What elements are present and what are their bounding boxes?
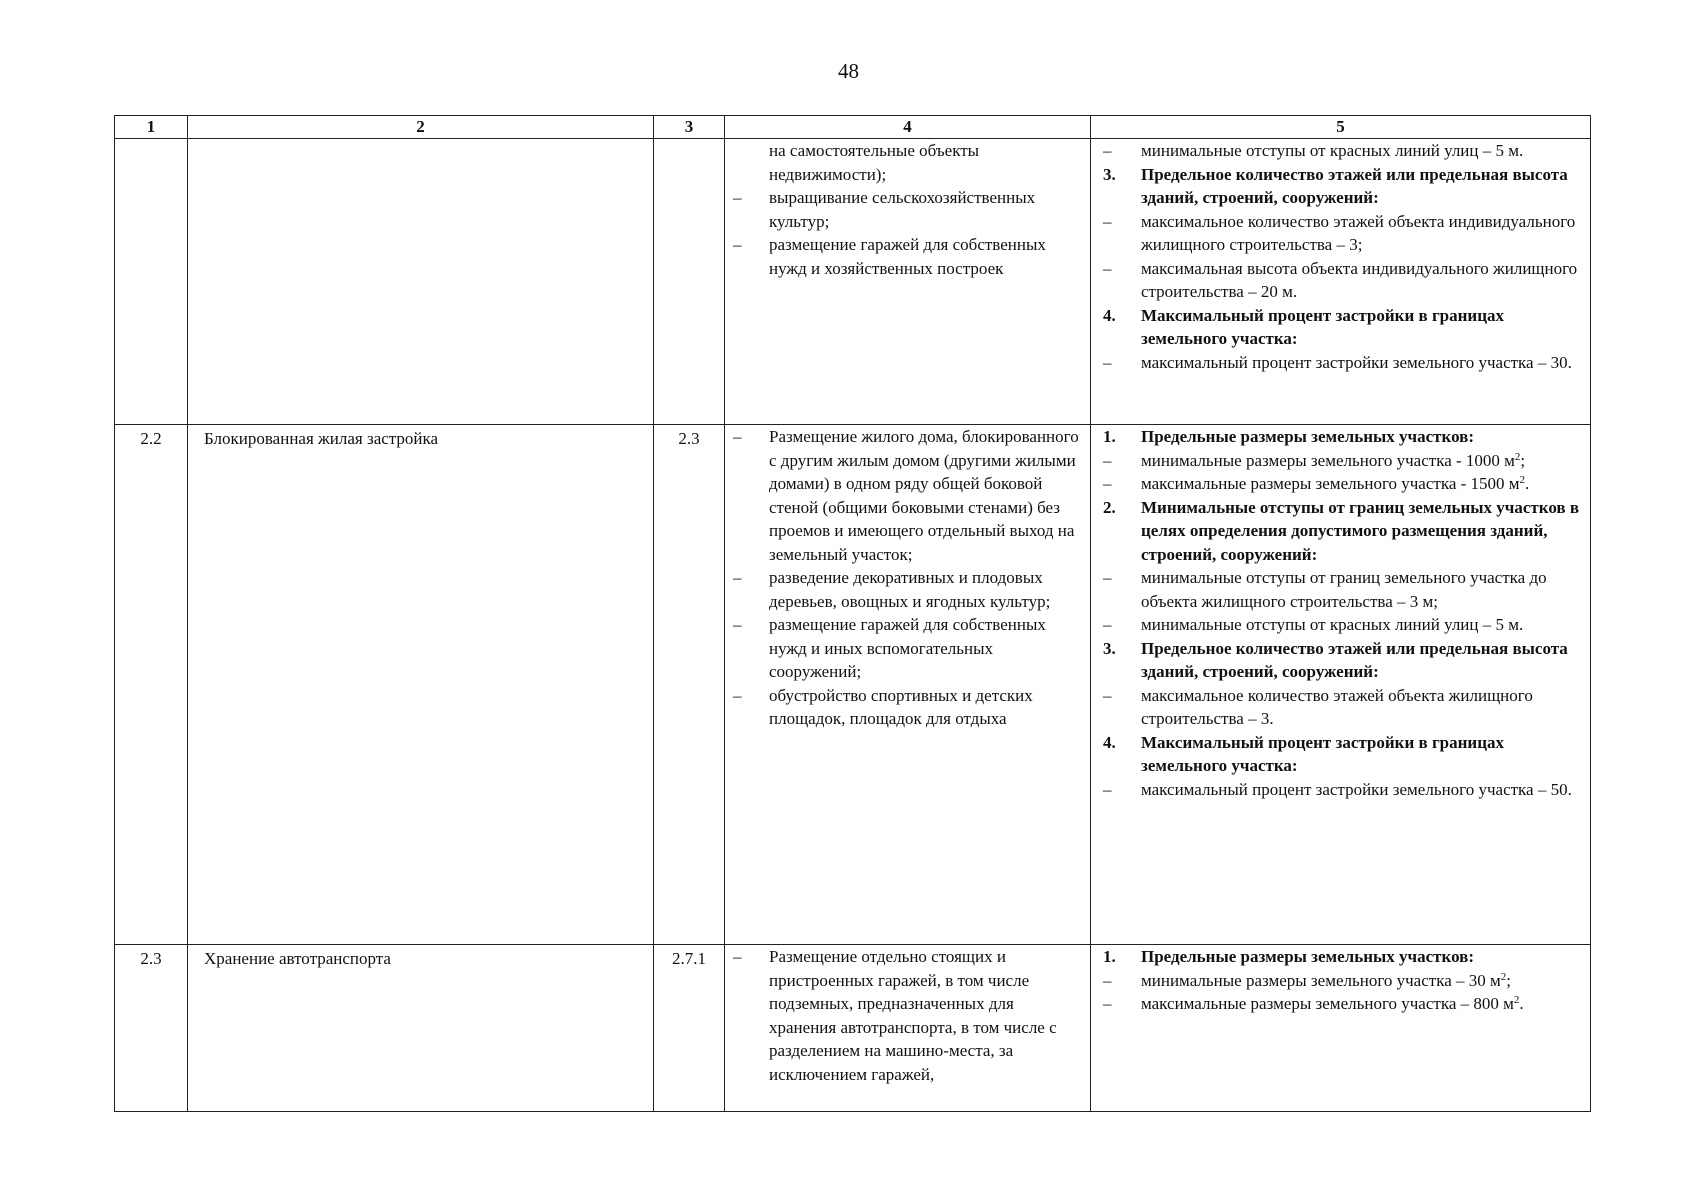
parameter-text xyxy=(1141,969,1580,993)
parameter-item xyxy=(1103,210,1580,257)
parameter-text xyxy=(1141,163,1580,210)
zoning-table xyxy=(114,115,1591,1112)
parameter-item xyxy=(1103,566,1580,613)
parameter-text xyxy=(1141,637,1580,684)
parameters xyxy=(1091,425,1591,945)
header-row xyxy=(115,116,1591,139)
parameter-text-main: максимальные размеры земельного участка - 1500 м xyxy=(1141,474,1520,493)
parameter-text-main: минимальные размеры земельного участка - 1000 м xyxy=(1141,450,1515,470)
description-item xyxy=(733,425,1080,566)
item-marker: – xyxy=(1103,450,1112,470)
row-number: 2.2 xyxy=(115,425,188,945)
parameter-item xyxy=(1103,613,1580,637)
dash-marker: – xyxy=(733,568,742,587)
description-item xyxy=(733,684,1080,731)
parameter-text-main: Предельные размеры земельных участков: xyxy=(1141,947,1475,966)
parameter-text-main: максимальный процент застройки земельного участка – 30. xyxy=(1141,352,1572,372)
parameter-heading xyxy=(1103,304,1580,351)
parameter-text-tail: . xyxy=(1525,474,1530,493)
item-marker: – xyxy=(1103,685,1112,705)
dash-marker: – xyxy=(733,615,742,634)
parameter-text xyxy=(1141,304,1580,351)
parameter-text xyxy=(1141,496,1580,567)
parameter-text-main: максимальное количество этажей объекта индивидуального жилищного строительства – 3; xyxy=(1141,211,1576,254)
parameter-text-main: Максимальный процент застройки в границах земельного участка: xyxy=(1141,305,1505,348)
item-marker: 2. xyxy=(1103,497,1116,517)
parameters xyxy=(1091,139,1591,425)
parameter-item xyxy=(1103,139,1580,163)
item-marker: 4. xyxy=(1103,305,1116,325)
item-marker: – xyxy=(1103,970,1112,990)
item-marker: – xyxy=(1103,779,1112,799)
parameter-text-main: Предельное количество этажей или предельная высота зданий, строений, сооружений: xyxy=(1141,164,1568,207)
table-row xyxy=(115,945,1591,1112)
superscript: 2 xyxy=(1500,970,1507,983)
parameter-text-main: минимальные отступы от красных линий улиц – 5 м. xyxy=(1141,615,1524,634)
parameter-text-main: минимальные размеры земельного участка – 30 м xyxy=(1141,970,1501,990)
use-type-code xyxy=(654,139,725,425)
parameter-heading xyxy=(1103,163,1580,210)
parameter-text xyxy=(1141,945,1580,969)
parameter-heading xyxy=(1103,945,1580,969)
parameter-item xyxy=(1103,992,1580,1016)
parameter-text-main: Предельные размеры земельных участков: xyxy=(1141,427,1475,446)
parameter-text-tail: . xyxy=(1519,994,1524,1013)
description-item xyxy=(733,566,1080,613)
description-text: Размещение отдельно стоящих и пристроенных гаражей, в том числе подземных, предназначенных для хранения автотранспорта, в том числе с разделением на машино-места, за исключением гаражей, xyxy=(769,947,1057,1084)
parameter-text-main: максимальная высота объекта индивидуального жилищного строительства – 20 м. xyxy=(1141,258,1578,301)
dash-marker: – xyxy=(733,685,742,705)
description-text: размещение гаражей для собственных нужд и иных вспомогательных сооружений; xyxy=(769,615,1046,681)
parameter-heading xyxy=(1103,731,1580,778)
header-col-4: 4 xyxy=(725,116,1091,139)
use-type-name xyxy=(188,139,654,425)
use-type-name: Блокированная жилая застройка xyxy=(188,425,654,945)
parameter-text-main: максимальный процент застройки земельного участка – 50. xyxy=(1141,779,1572,799)
parameter-text xyxy=(1141,351,1580,375)
parameter-item xyxy=(1103,351,1580,375)
description-text: Размещение жилого дома, блокированного с другим жилым домом (другими жилыми домами) в одном ряду общей боковой стеной (общими боковыми стенами) без проемов и имеющего отдельный выход на земельный участок; xyxy=(769,427,1079,564)
parameter-item xyxy=(1103,472,1580,496)
item-marker: – xyxy=(1103,352,1112,372)
item-marker: 3. xyxy=(1103,164,1116,184)
item-marker: 1. xyxy=(1103,947,1116,966)
parameter-item xyxy=(1103,778,1580,802)
parameter-text xyxy=(1141,425,1580,449)
parameter-text xyxy=(1141,992,1580,1016)
row-number xyxy=(115,139,188,425)
dash-marker: – xyxy=(733,188,742,207)
parameter-text xyxy=(1141,257,1580,304)
table-row xyxy=(115,139,1591,425)
parameter-text-main: минимальные отступы от красных линий улиц – 5 м. xyxy=(1141,141,1524,160)
parameter-text xyxy=(1141,731,1580,778)
description-text: размещение гаражей для собственных нужд и хозяйственных построек xyxy=(769,235,1046,278)
row-number: 2.3 xyxy=(115,945,188,1112)
item-marker: – xyxy=(1103,994,1112,1013)
table-row xyxy=(115,425,1591,945)
superscript: 2 xyxy=(1513,994,1520,1006)
item-marker: – xyxy=(1103,211,1112,231)
item-marker: – xyxy=(1103,258,1112,278)
parameter-item xyxy=(1103,684,1580,731)
parameter-heading xyxy=(1103,425,1580,449)
parameter-text-main: максимальное количество этажей объекта жилищного строительства – 3. xyxy=(1141,685,1533,728)
use-description xyxy=(725,425,1091,945)
item-marker: – xyxy=(1103,615,1112,634)
parameter-item xyxy=(1103,449,1580,473)
use-description xyxy=(725,139,1091,425)
header-col-3: 3 xyxy=(654,116,725,139)
description-item xyxy=(733,186,1080,233)
parameter-text xyxy=(1141,139,1580,163)
parameters xyxy=(1091,945,1591,1112)
parameter-text xyxy=(1141,778,1580,802)
description-item xyxy=(733,233,1080,280)
parameter-heading xyxy=(1103,496,1580,567)
header-col-5: 5 xyxy=(1091,116,1591,139)
parameter-text-main: Минимальные отступы от границ земельных участков в целях определения допустимого размещения зданий, строений, сооружений: xyxy=(1141,497,1580,564)
use-type-code: 2.3 xyxy=(654,425,725,945)
parameter-text-tail: ; xyxy=(1520,450,1526,470)
item-marker: – xyxy=(1103,568,1112,587)
item-marker: 3. xyxy=(1103,638,1116,658)
parameter-text xyxy=(1141,210,1580,257)
parameter-text xyxy=(1141,566,1580,613)
parameter-text xyxy=(1141,449,1580,473)
parameter-text xyxy=(1141,613,1580,637)
superscript: 2 xyxy=(1514,450,1521,463)
parameter-item xyxy=(1103,257,1580,304)
description-continuation: недвижимости); xyxy=(769,164,887,184)
dash-marker: – xyxy=(733,427,742,446)
item-marker: – xyxy=(1103,474,1112,493)
page-number: 48 xyxy=(838,59,859,83)
table-body xyxy=(115,139,1591,1112)
parameter-text-main: минимальные отступы от границ земельного участка до объекта жилищного строительства – 3 м; xyxy=(1141,568,1547,611)
item-marker: – xyxy=(1103,141,1112,160)
superscript: 2 xyxy=(1519,474,1526,486)
description-item xyxy=(733,613,1080,684)
description-item xyxy=(733,945,1080,1086)
parameter-text xyxy=(1141,472,1580,496)
use-type-code: 2.7.1 xyxy=(654,945,725,1112)
item-marker: 1. xyxy=(1103,427,1116,446)
parameter-text-main: Максимальный процент застройки в границах земельного участка: xyxy=(1141,732,1505,775)
parameter-item xyxy=(1103,969,1580,993)
description-text: обустройство спортивных и детских площадок, площадок для отдыха xyxy=(769,685,1033,728)
parameter-heading xyxy=(1103,637,1580,684)
description-text: разведение декоративных и плодовых деревьев, овощных и ягодных культур; xyxy=(769,568,1051,611)
parameter-text-main: максимальные размеры земельного участка – 800 м xyxy=(1141,994,1514,1013)
header-col-1: 1 xyxy=(115,116,188,139)
dash-marker: – xyxy=(733,235,742,254)
parameter-text xyxy=(1141,684,1580,731)
description-text: выращивание сельскохозяйственных культур; xyxy=(769,188,1036,231)
parameter-text-tail: ; xyxy=(1506,970,1511,990)
dash-marker: – xyxy=(733,947,742,966)
parameter-text-main: Предельное количество этажей или предельная высота зданий, строений, сооружений: xyxy=(1141,638,1568,681)
use-type-name: Хранение автотранспорта xyxy=(188,945,654,1112)
item-marker: 4. xyxy=(1103,732,1116,752)
header-col-2: 2 xyxy=(188,116,654,139)
description-continuation: на самостоятельные объекты xyxy=(769,141,980,160)
use-description xyxy=(725,945,1091,1112)
